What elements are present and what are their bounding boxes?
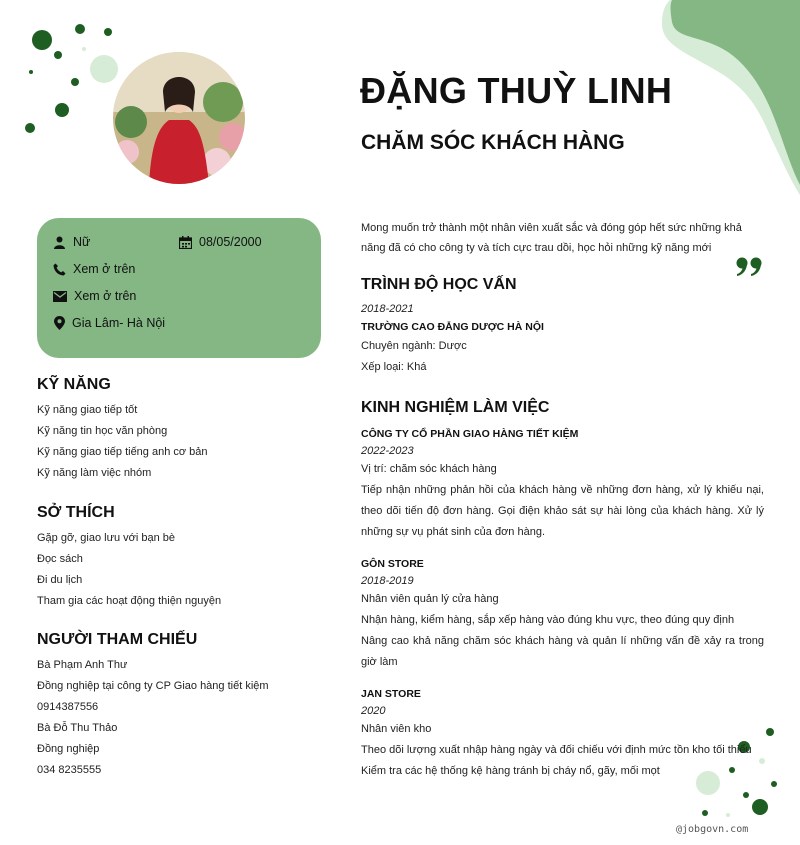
avatar <box>113 52 245 184</box>
list-item: Kỹ năng tin học văn phòng <box>37 425 168 437</box>
birthdate-value: 08/05/2000 <box>199 235 262 249</box>
email-row <box>53 289 136 303</box>
list-item: 034 8235555 <box>37 764 102 776</box>
list-item: Đồng nghiệp <box>37 743 100 755</box>
education-heading: TRÌNH ĐỘ HỌC VẤN <box>361 276 517 293</box>
candidate-name: ĐẶNG THUỲ LINH <box>360 70 673 111</box>
career-objective: Mong muốn trở thành một nhân viên xuất sắc và đóng góp hết sức những khả năng đã có cho công ty và tích cực trau dồi, học hỏi những kỹ năng mới <box>361 222 742 254</box>
education-major: Chuyên ngành: Dược <box>361 340 467 352</box>
job-description: Kiểm tra các hệ thống kệ hàng tránh bị cháy nổ, gãy, mối mọt <box>361 765 660 777</box>
job-title: CHĂM SÓC KHÁCH HÀNG <box>361 131 625 154</box>
job-period: 2018-2019 <box>361 575 414 587</box>
mail-icon <box>53 291 67 302</box>
list-item: Đồng nghiệp tại công ty CP Giao hàng tiết kiệm <box>37 680 269 692</box>
address-value: Gia Lâm- Hà Nội <box>72 316 166 330</box>
contact-info-box <box>37 218 321 358</box>
job-entry <box>361 558 764 673</box>
job-entry <box>361 688 764 782</box>
references-heading: NGƯỜI THAM CHIẾU <box>37 631 198 648</box>
school-name: TRƯỜNG CAO ĐẲNG DƯỢC HÀ NỘI <box>361 321 544 333</box>
skills-heading: KỸ NĂNG <box>37 376 111 393</box>
company-name: JAN STORE <box>361 688 421 700</box>
watermark: @jobgovn.com <box>676 824 749 835</box>
experience-heading: KINH NGHIỆM LÀM VIỆC <box>361 399 550 416</box>
job-role: Vị trí: chăm sóc khách hàng <box>361 463 497 475</box>
experience-section <box>361 399 764 782</box>
job-role: Nhân viên kho <box>361 723 432 735</box>
hobbies-heading: SỞ THÍCH <box>37 504 115 521</box>
list-item: Đi du lịch <box>37 574 83 586</box>
job-description: Nhận hàng, kiểm hàng, sắp xếp hàng vào đúng khu vực, theo đúng quy định <box>361 614 735 626</box>
email-value: Xem ở trên <box>74 289 137 303</box>
gender-value: Nữ <box>73 235 91 249</box>
references-list <box>37 655 269 781</box>
job-description: Tiếp nhận những phản hồi của khách hàng về những đơn hàng, xử lý khiếu nại, theo dõi tiến độ đơn hàng. Gọi điện khảo sát sự hài lòng của khách hàng. Xử lý những sự vụ phát sinh của đơn hàng. <box>361 484 764 538</box>
phone-icon <box>53 263 66 276</box>
list-item: Gặp gỡ, giao lưu với bạn bè <box>37 532 175 544</box>
list-item: Đọc sách <box>37 553 83 565</box>
list-item: Bà Đỗ Thu Thảo <box>37 722 118 734</box>
job-entry <box>361 428 764 543</box>
phone-value: Xem ở trên <box>73 262 136 276</box>
company-name: CÔNG TY CỔ PHẦN GIAO HÀNG TIẾT KIỆM <box>361 428 579 440</box>
calendar-icon <box>179 236 192 249</box>
gender-row <box>53 235 90 249</box>
hobbies-list <box>37 528 221 612</box>
education-section <box>361 276 764 378</box>
birthdate-row <box>179 235 262 249</box>
list-item: Bà Phạm Anh Thư <box>37 659 128 671</box>
list-item: Kỹ năng giao tiếp tiếng anh cơ bản <box>37 446 208 458</box>
list-item: Tham gia các hoạt động thiện nguyện <box>37 595 222 607</box>
job-period: 2022-2023 <box>361 445 414 457</box>
phone-row <box>53 262 135 276</box>
person-icon <box>53 236 66 249</box>
education-grade: Xếp loại: Khá <box>361 361 427 373</box>
company-name: GÔN STORE <box>361 558 424 570</box>
job-description: Nâng cao khả năng chăm sóc khách hàng và quản lí những vấn đề xảy ra trong giờ làm <box>361 635 764 668</box>
address-row <box>54 316 165 330</box>
job-description: Theo dõi lượng xuất nhập hàng ngày và đối chiếu với định mức tồn kho tối thiểu <box>361 744 752 756</box>
skills-list <box>37 400 208 484</box>
education-period: 2018-2021 <box>361 303 414 315</box>
list-item: Kỹ năng giao tiếp tốt <box>37 404 138 416</box>
list-item: Kỹ năng làm việc nhóm <box>37 467 152 479</box>
job-role: Nhân viên quản lý cửa hàng <box>361 593 499 605</box>
job-period: 2020 <box>361 705 386 717</box>
location-pin-icon <box>54 316 65 330</box>
list-item: 0914387556 <box>37 701 99 713</box>
